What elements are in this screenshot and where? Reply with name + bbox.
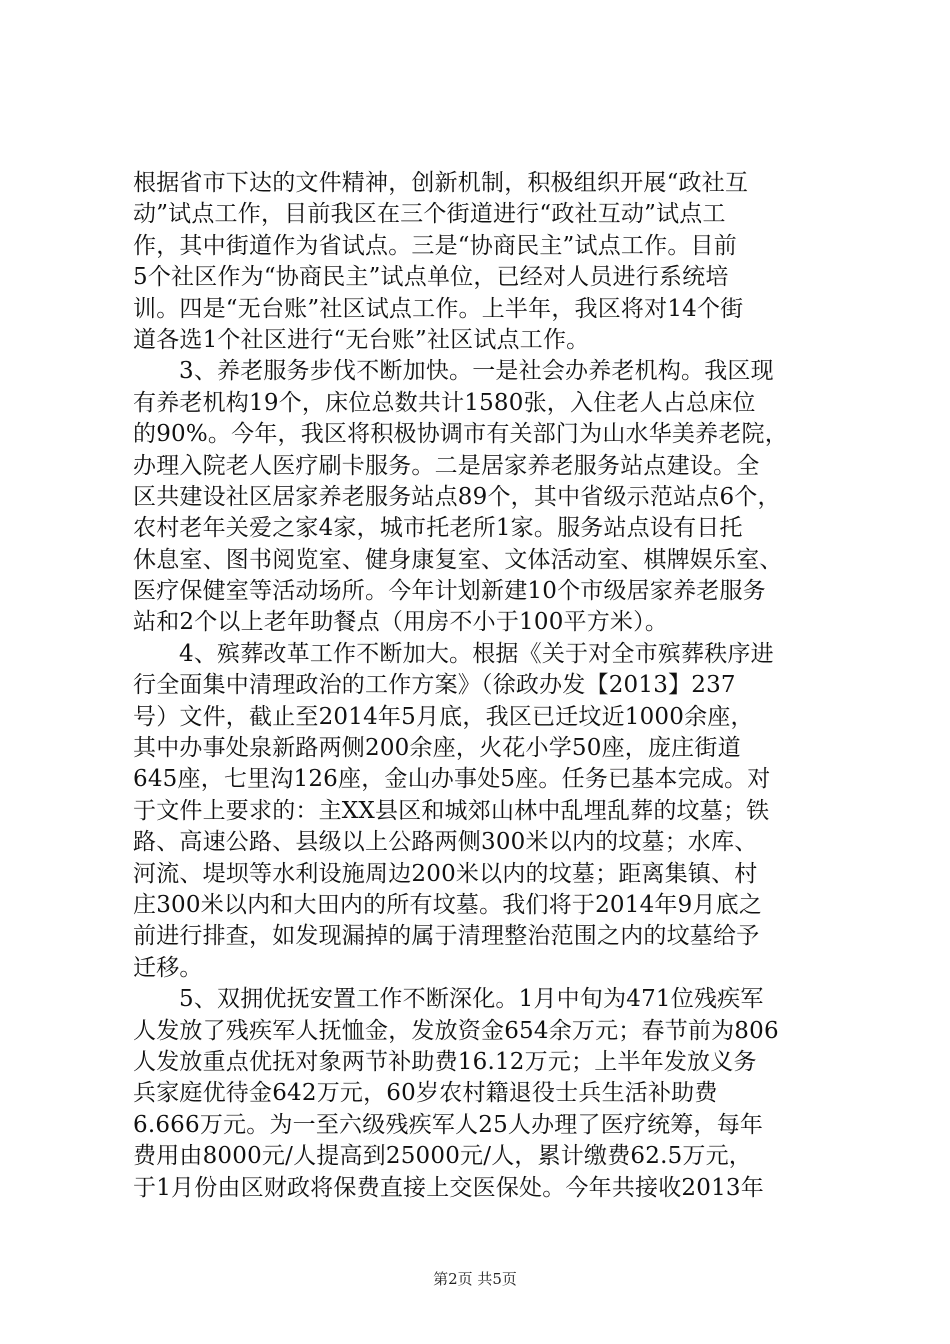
text-line: 动”试点工作，目前我区在三个街道进行“政社互动”试点工 [133, 201, 726, 228]
text-line: 人发放了残疾军人抚恤金，发放资金654余万元；春节前为806 [133, 1017, 779, 1044]
text-line: 迁移。 [133, 954, 203, 981]
text-line: 费用由8000元/人提高到25000元/人，累计缴费62.5万元， [133, 1143, 753, 1170]
text-line: 训。四是“无台账”社区试点工作。上半年，我区将对14个街 [133, 295, 744, 322]
text-line: 于1月份由区财政将保费直接上交医保处。今年共接收2013年 [133, 1174, 764, 1201]
text-line: 行全面集中清理政治的工作方案》（徐政办发【2013】237 [133, 672, 736, 699]
text-line: 庄300米以内和大田内的所有坟墓。我们将于2014年9月底之 [133, 891, 763, 918]
text-line: 6.666万元。为一至六级残疾军人25人办理了医疗统筹，每年 [133, 1111, 764, 1138]
text-line: 其中办事处泉新路两侧200余座，火花小学50座，庞庄街道 [133, 735, 741, 762]
text-line: 站和2个以上老年助餐点（用房不小于100平方米）。 [133, 609, 669, 636]
paragraph-start-line: 3、养老服务步伐不断加快。一是社会办养老机构。我区现 [179, 358, 774, 385]
text-line: 于文件上要求的：主XX县区和城郊山林中乱埋乱葬的坟墓；铁 [133, 797, 770, 824]
text-line: 的90%。今年，我区将积极协调市有关部门为山水华美养老院， [133, 421, 788, 448]
text-line: 人发放重点优抚对象两节补助费16.12万元；上半年发放义务 [133, 1048, 757, 1075]
text-line: 道各选1个社区进行“无台账”社区试点工作。 [133, 326, 590, 353]
text-line: 有养老机构19个，床位总数共计1580张，入住老人占总床位 [133, 389, 756, 416]
page-number-footer: 第2页 共5页 [433, 1270, 517, 1288]
text-line: 办理入院老人医疗刷卡服务。二是居家养老服务站点建设。全 [133, 452, 760, 479]
text-line: 路、高速公路、县级以上公路两侧300米以内的坟墓；水库、 [133, 829, 758, 856]
text-line: 前进行排查，如发现漏掉的属于清理整治范围之内的坟墓给予 [133, 923, 760, 950]
paragraph-start-line: 4、殡葬改革工作不断加大。根据《关于对全市殡葬秩序进 [179, 640, 774, 667]
text-line: 农村老年关爱之家4家，城市托老所1家。服务站点设有日托 [133, 515, 743, 542]
text-line: 5个社区作为“协商民主”试点单位，已经对人员进行系统培 [133, 264, 729, 291]
text-line: 区共建设社区居家养老服务站点89个，其中省级示范站点6个， [133, 483, 781, 510]
text-line: 645座，七里沟126座，金山办事处5座。任务已基本完成。对 [133, 766, 771, 793]
text-line: 作，其中街道作为省试点。三是“协商民主”试点工作。目前 [133, 232, 737, 259]
paragraph-start-line: 5、双拥优抚安置工作不断深化。1月中旬为471位残疾军 [179, 986, 764, 1013]
text-line: 休息室、图书阅览室、健身康复室、文体活动室、棋牌娱乐室、 [133, 546, 783, 573]
text-line: 河流、堤坝等水利设施周边200米以内的坟墓；距离集镇、村 [133, 860, 758, 887]
text-line: 医疗保健室等活动场所。今年计划新建10个市级居家养老服务 [133, 578, 766, 605]
text-line: 号）文件，截止至2014年5月底，我区已迁坟近1000余座， [133, 703, 754, 730]
document-body [133, 168, 833, 1204]
text-line: 兵家庭优待金642万元，60岁农村籍退役士兵生活补助费 [133, 1080, 718, 1107]
text-line: 根据省市下达的文件精神，创新机制，积极组织开展“政社互 [133, 170, 749, 196]
